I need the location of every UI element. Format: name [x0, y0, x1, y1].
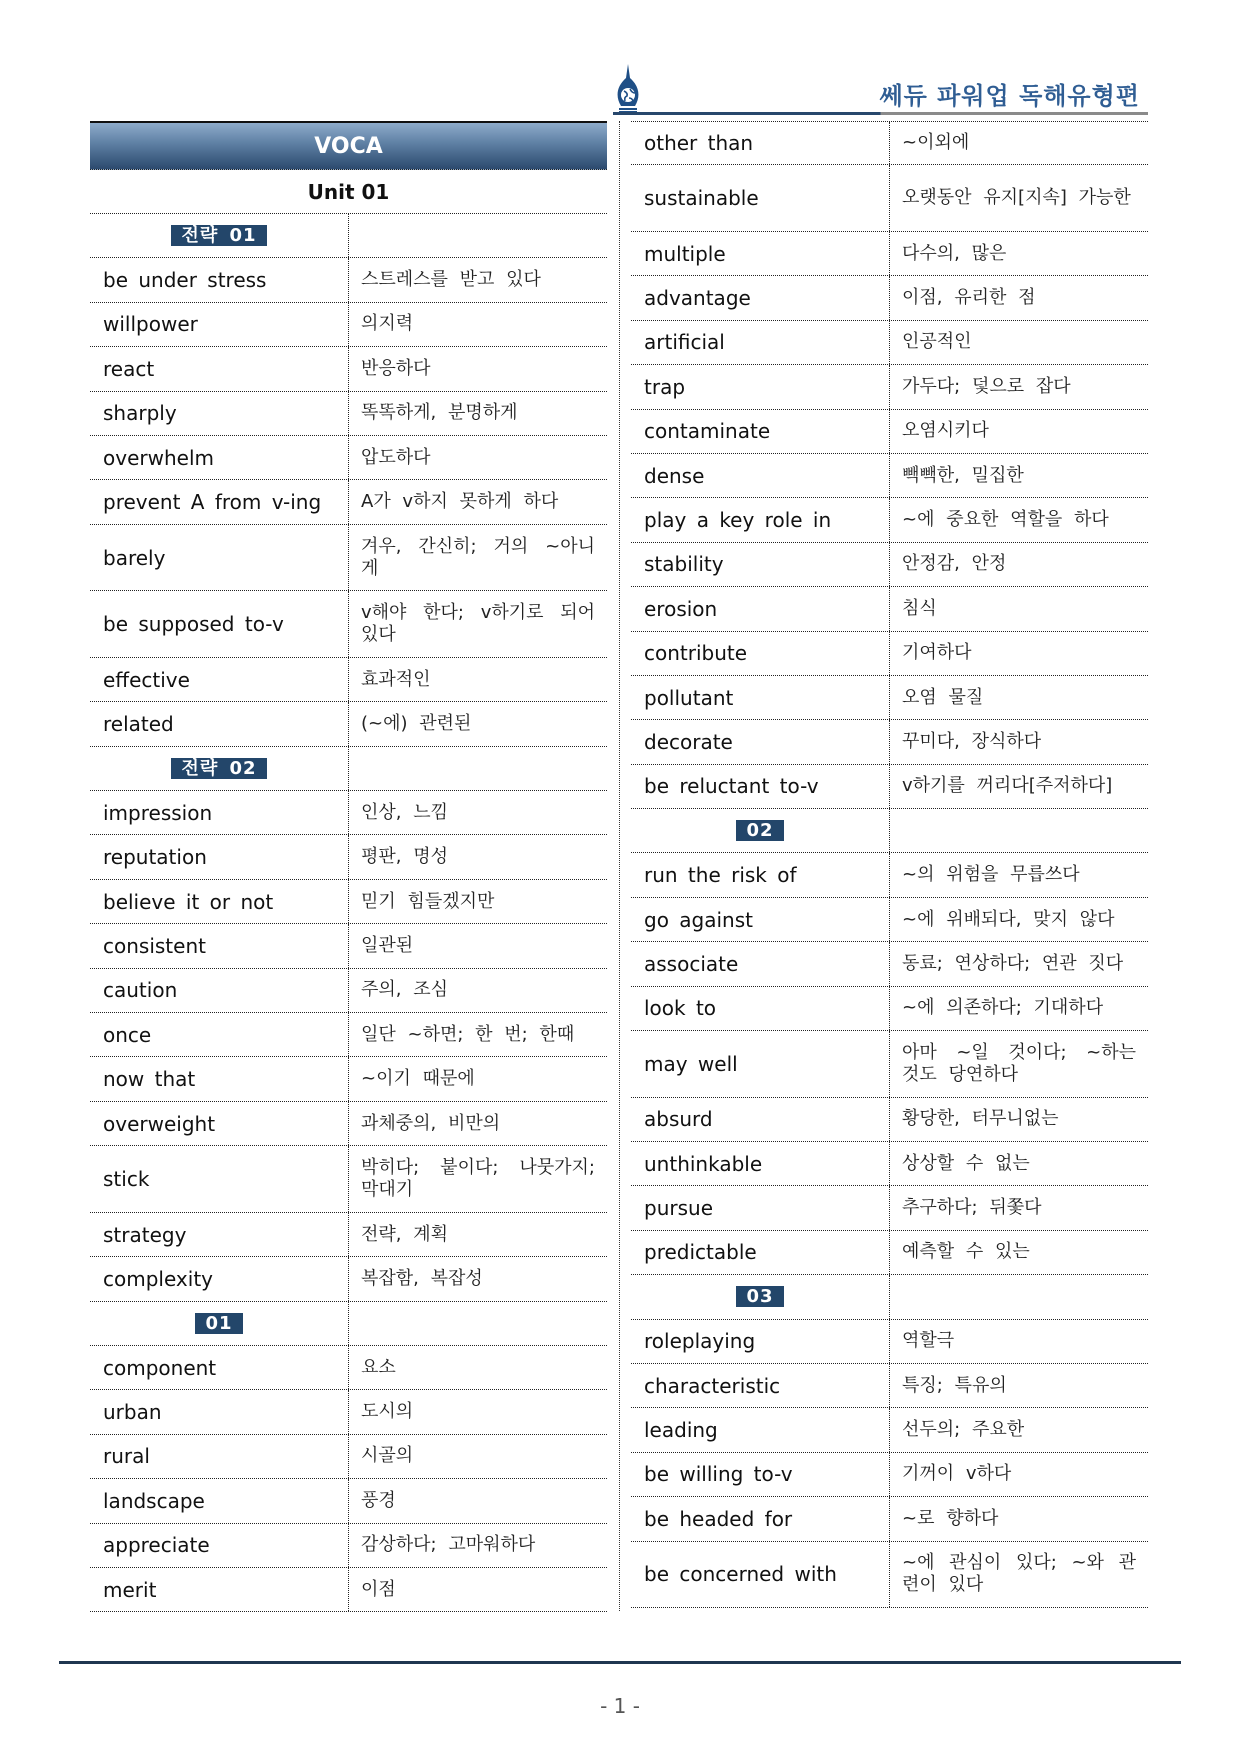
english-term: overweight	[90, 1102, 349, 1145]
vocab-row	[631, 1320, 1148, 1364]
vocab-row	[631, 987, 1148, 1031]
korean-meaning: 압도하다	[361, 446, 431, 468]
english-term: overwhelm	[90, 436, 349, 479]
vocab-row	[631, 1542, 1148, 1609]
section-header-row	[631, 809, 1148, 853]
korean-meaning: 가두다; 덫으로 잡다	[902, 375, 1071, 397]
korean-meaning: 안정감, 안정	[902, 553, 1007, 575]
english-term: decorate	[631, 720, 890, 763]
vocab-row	[90, 436, 607, 480]
korean-meaning: ~에 중요한 역할을 하다	[902, 509, 1109, 531]
vocab-row	[631, 898, 1148, 942]
section-cell	[90, 1302, 349, 1345]
korean-meaning: 추구하다; 뒤쫓다	[902, 1197, 1042, 1219]
korean-meaning: 침식	[902, 597, 937, 619]
korean-meaning: 상상할 수 없는	[902, 1152, 1030, 1174]
korean-meaning: 주의, 조심	[361, 979, 448, 1001]
section-cell	[90, 214, 349, 257]
vocab-row	[631, 1098, 1148, 1142]
english-term: multiple	[631, 232, 890, 275]
vocab-row	[90, 1013, 607, 1057]
vocab-row	[631, 365, 1148, 409]
vocab-row	[631, 543, 1148, 587]
english-term: sharply	[90, 392, 349, 435]
vocab-row	[90, 1102, 607, 1146]
korean-meaning: 일관된	[361, 934, 414, 956]
section-header-row	[90, 747, 607, 791]
vocab-row	[90, 880, 607, 924]
vocab-row	[631, 720, 1148, 764]
english-term: be headed for	[631, 1497, 890, 1540]
english-term: pursue	[631, 1186, 890, 1229]
korean-meaning: 선두의; 주요한	[902, 1419, 1025, 1441]
vocab-row	[631, 1408, 1148, 1452]
english-term: absurd	[631, 1098, 890, 1141]
page-number: - 1 -	[600, 1694, 640, 1718]
korean-meaning: ~의 위험을 무릅쓰다	[902, 864, 1080, 886]
column-divider	[619, 121, 620, 1611]
english-term: other than	[631, 122, 890, 164]
english-term: caution	[90, 969, 349, 1012]
header-rule	[613, 112, 1148, 115]
english-term: now that	[90, 1057, 349, 1100]
korean-meaning: 겨우, 간신히; 거의 ~아니게	[361, 535, 595, 579]
english-term: unthinkable	[631, 1142, 890, 1185]
korean-meaning: 빽빽한, 밀집한	[902, 464, 1024, 486]
english-term: rural	[90, 1435, 349, 1478]
english-term: appreciate	[90, 1524, 349, 1567]
english-term: prevent A from v-ing	[90, 480, 349, 523]
english-term: associate	[631, 942, 890, 985]
korean-meaning: ~이기 때문에	[361, 1068, 475, 1090]
korean-meaning: 이점, 유리한 점	[902, 287, 1036, 309]
korean-meaning: 오랫동안 유지[지속] 가능한	[902, 187, 1131, 209]
vocab-row	[631, 1231, 1148, 1275]
vocab-row	[90, 1346, 607, 1390]
korean-meaning: 다수의, 많은	[902, 242, 1007, 264]
section-cell	[631, 1275, 890, 1318]
english-term: advantage	[631, 276, 890, 319]
english-term: be reluctant to-v	[631, 765, 890, 808]
vocab-row	[631, 321, 1148, 365]
korean-meaning: 일단 ~하면; 한 번; 한때	[361, 1023, 575, 1045]
korean-meaning: 오염시키다	[902, 420, 989, 442]
english-term: stability	[631, 543, 890, 586]
english-term: react	[90, 347, 349, 390]
english-term: characteristic	[631, 1364, 890, 1407]
footer-rule	[59, 1661, 1181, 1664]
korean-meaning: ~에 관심이 있다; ~와 관련이 있다	[902, 1552, 1136, 1596]
vocab-row	[90, 924, 607, 968]
vocab-row	[90, 347, 607, 391]
vocab-row	[631, 121, 1148, 165]
section-header-row	[631, 1275, 1148, 1319]
vocab-row	[90, 1435, 607, 1479]
korean-meaning: 시골의	[361, 1445, 414, 1467]
vocab-row	[631, 676, 1148, 720]
vocab-row	[631, 765, 1148, 809]
korean-meaning: 기꺼이 v하다	[902, 1463, 1012, 1485]
vocab-row	[631, 853, 1148, 897]
english-term: artificial	[631, 321, 890, 364]
section-cell	[90, 747, 349, 790]
vocab-row	[90, 658, 607, 702]
english-term: run the risk of	[631, 853, 890, 896]
vocab-row	[631, 587, 1148, 631]
english-term: landscape	[90, 1479, 349, 1522]
english-term: strategy	[90, 1213, 349, 1256]
english-term: trap	[631, 365, 890, 408]
korean-meaning: 반응하다	[361, 357, 431, 379]
korean-meaning: 믿기 힘들겠지만	[361, 890, 495, 912]
korean-meaning: 전략, 계획	[361, 1223, 448, 1245]
vocab-row	[90, 525, 607, 592]
book-title: 쎄듀 파워업 독해유형편	[879, 82, 1140, 110]
empty-cell	[890, 1275, 1148, 1318]
vocab-row	[631, 1453, 1148, 1497]
korean-meaning: 오염 물질	[902, 686, 984, 708]
vocab-row	[631, 1186, 1148, 1230]
english-term: effective	[90, 658, 349, 701]
vocab-row	[90, 480, 607, 524]
korean-meaning: (~에) 관련된	[361, 713, 472, 734]
vocab-row	[631, 632, 1148, 676]
vocab-row	[90, 835, 607, 879]
english-term: willpower	[90, 303, 349, 346]
korean-meaning: 아마 ~일 것이다; ~하는 것도 당연하다	[902, 1041, 1136, 1085]
korean-meaning: 의지력	[361, 313, 414, 335]
vocab-row	[631, 165, 1148, 232]
korean-meaning: 평판, 명성	[361, 846, 448, 868]
english-term: look to	[631, 987, 890, 1030]
empty-cell	[349, 214, 607, 257]
empty-cell	[349, 747, 607, 790]
korean-meaning: 감상하다; 고마워하다	[361, 1534, 536, 1556]
korean-meaning: ~에 의존하다; 기대하다	[902, 997, 1104, 1019]
korean-meaning: 역할극	[902, 1330, 955, 1352]
vocab-row	[631, 454, 1148, 498]
korean-meaning: v하기를 꺼리다[주저하다]	[902, 775, 1113, 797]
english-term: related	[90, 702, 349, 745]
korean-meaning: ~이외에	[902, 132, 970, 154]
vocab-row	[90, 303, 607, 347]
english-term: consistent	[90, 924, 349, 967]
english-term: be under stress	[90, 258, 349, 301]
korean-meaning: 동료; 연상하다; 연관 짓다	[902, 952, 1124, 974]
korean-meaning: ~에 위배되다, 맞지 않다	[902, 908, 1115, 930]
english-term: roleplaying	[631, 1320, 890, 1363]
korean-meaning: ~로 향하다	[902, 1507, 999, 1529]
english-term: play a key role in	[631, 498, 890, 541]
vocab-row	[90, 1390, 607, 1434]
vocab-row	[631, 1364, 1148, 1408]
english-term: urban	[90, 1390, 349, 1433]
korean-meaning: 요소	[361, 1356, 396, 1378]
section-badge: 전략 02	[171, 758, 266, 779]
korean-meaning: 특징; 특유의	[902, 1374, 1007, 1396]
vocab-table-left	[90, 121, 607, 1612]
english-term: go against	[631, 898, 890, 941]
english-term: be concerned with	[631, 1542, 890, 1608]
english-term: once	[90, 1013, 349, 1056]
vocab-row	[631, 942, 1148, 986]
empty-cell	[349, 1302, 607, 1345]
english-term: may well	[631, 1031, 890, 1097]
english-term: contribute	[631, 632, 890, 675]
korean-meaning: 박히다; 붙이다; 나뭇가지; 막대기	[361, 1157, 595, 1201]
vocab-row	[631, 1031, 1148, 1098]
korean-meaning: 황당한, 터무니없는	[902, 1108, 1059, 1130]
english-term: believe it or not	[90, 880, 349, 923]
vocab-row	[90, 1146, 607, 1213]
vocab-row	[90, 1524, 607, 1568]
korean-meaning: 인상, 느낌	[361, 801, 448, 823]
english-term: reputation	[90, 835, 349, 878]
english-term: component	[90, 1346, 349, 1389]
english-term: complexity	[90, 1257, 349, 1300]
korean-meaning: v해야 한다; v하기로 되어 있다	[361, 602, 595, 646]
vocab-row	[90, 969, 607, 1013]
korean-meaning: 기여하다	[902, 642, 972, 664]
korean-meaning: 복잡함, 복잡성	[361, 1267, 483, 1289]
vocab-row	[90, 1057, 607, 1101]
korean-meaning: 똑똑하게, 분명하게	[361, 402, 518, 424]
korean-meaning: 꾸미다, 장식하다	[902, 730, 1042, 752]
vocab-row	[90, 258, 607, 302]
english-term: dense	[631, 454, 890, 497]
english-term: erosion	[631, 587, 890, 630]
empty-cell	[890, 809, 1148, 852]
korean-meaning: 이점	[361, 1578, 396, 1600]
section-header-row	[90, 214, 607, 258]
korean-meaning: A가 v하지 못하게 하다	[361, 491, 559, 513]
section-badge: 03	[736, 1286, 783, 1307]
voca-title: VOCA	[90, 121, 607, 170]
english-term: pollutant	[631, 676, 890, 719]
english-term: be willing to-v	[631, 1453, 890, 1496]
korean-meaning: 인공적인	[902, 331, 972, 353]
english-term: contaminate	[631, 410, 890, 453]
vocab-row	[631, 1497, 1148, 1541]
english-term: be supposed to-v	[90, 591, 349, 657]
korean-meaning: 스트레스를 받고 있다	[361, 269, 541, 291]
vocab-row	[90, 392, 607, 436]
section-badge: 02	[736, 820, 783, 841]
english-term: sustainable	[631, 165, 890, 231]
section-cell	[631, 809, 890, 852]
vocab-row	[631, 410, 1148, 454]
section-badge: 01	[195, 1313, 242, 1334]
english-term: predictable	[631, 1231, 890, 1274]
fountain-pen-globe-icon	[613, 64, 643, 114]
section-header-row	[90, 1302, 607, 1346]
english-term: stick	[90, 1146, 349, 1212]
vocab-row	[90, 591, 607, 658]
english-term: merit	[90, 1568, 349, 1611]
english-term: impression	[90, 791, 349, 834]
vocab-row	[90, 702, 607, 746]
vocab-row	[90, 1257, 607, 1301]
vocab-row	[90, 791, 607, 835]
korean-meaning: 과체중의, 비만의	[361, 1112, 501, 1134]
english-term: barely	[90, 525, 349, 591]
korean-meaning: 풍경	[361, 1489, 396, 1511]
korean-meaning: 효과적인	[361, 668, 431, 690]
korean-meaning: 예측할 수 있는	[902, 1241, 1030, 1263]
vocab-row	[90, 1568, 607, 1612]
vocab-row	[631, 276, 1148, 320]
section-badge: 전략 01	[171, 225, 266, 246]
vocab-row	[90, 1479, 607, 1523]
vocab-row	[90, 1213, 607, 1257]
vocab-row	[631, 1142, 1148, 1186]
vocab-row	[631, 232, 1148, 276]
korean-meaning: 도시의	[361, 1401, 414, 1423]
unit-title: Unit 01	[90, 170, 607, 214]
english-term: leading	[631, 1408, 890, 1451]
vocab-table-right	[631, 121, 1148, 1608]
vocab-row	[631, 498, 1148, 542]
